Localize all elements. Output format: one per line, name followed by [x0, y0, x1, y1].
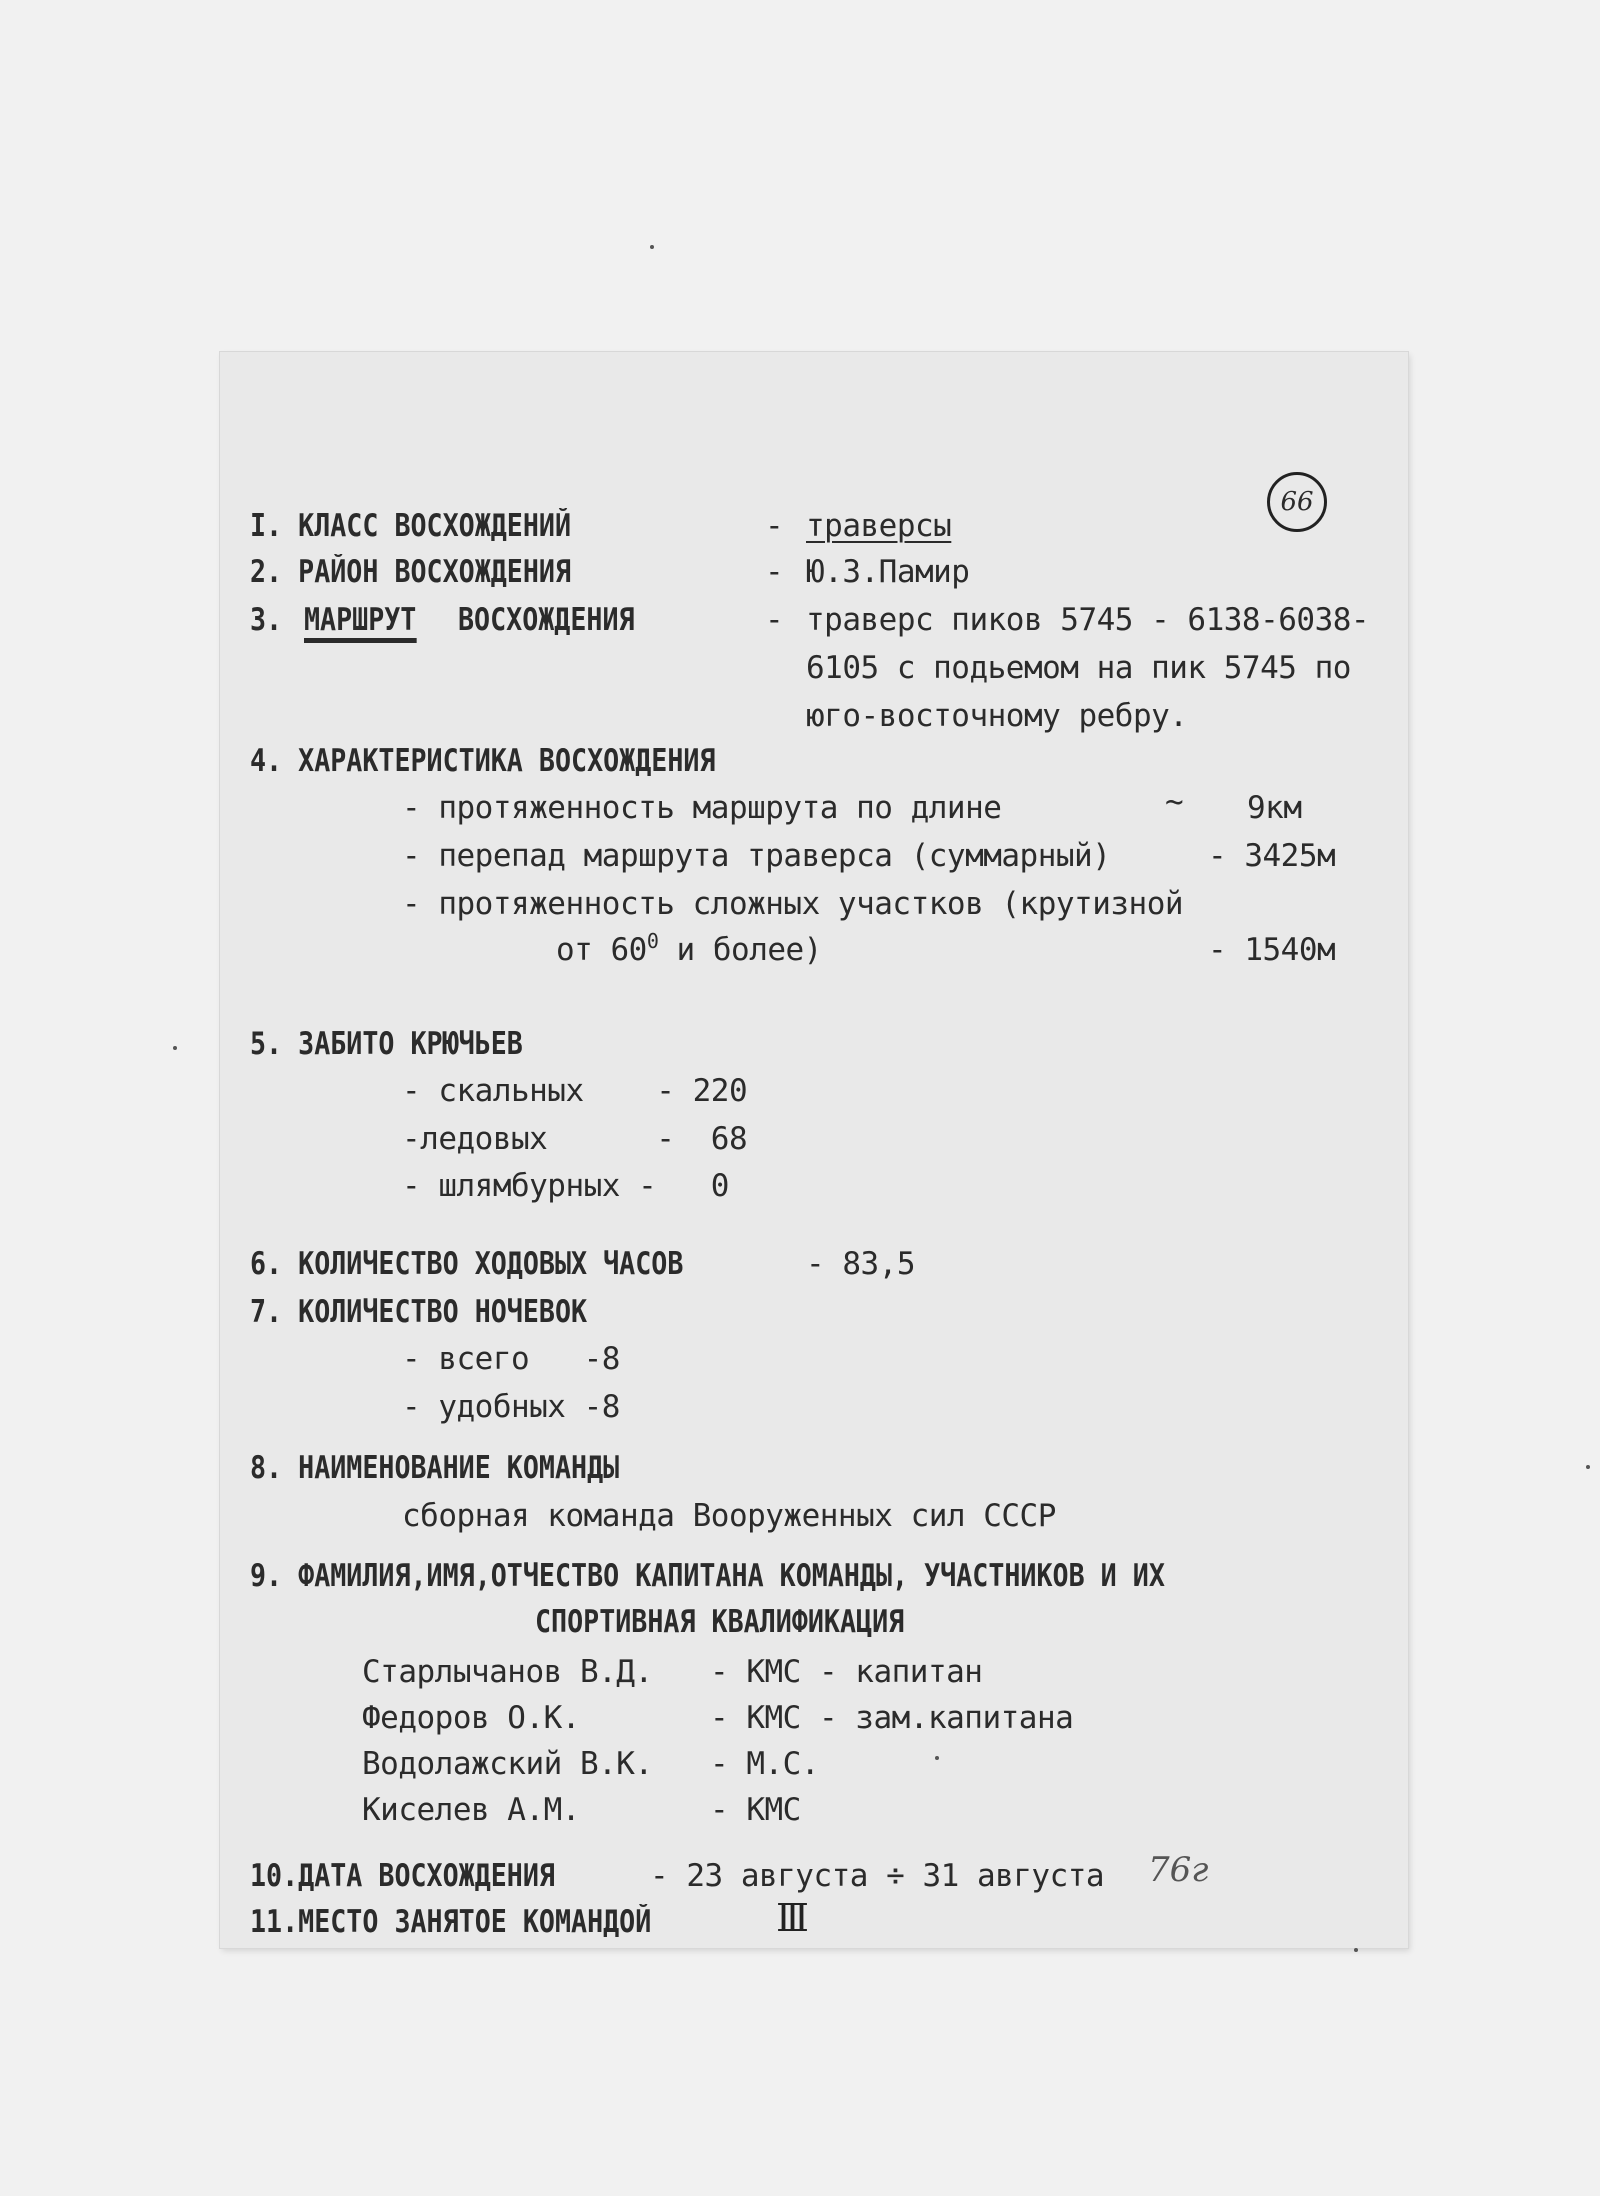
member-1-rank: - КМС - капитан	[710, 1654, 983, 1690]
item4-row-1: - протяженность маршрута по длине	[402, 790, 1002, 826]
item9-label: 9. ФАМИЛИЯ,ИМЯ,ОТЧЕСТВО КАПИТАНА КОМАНДЫ, УЧАСТНИКОВ И ИХ	[250, 1558, 1165, 1594]
member-4-name: Киселев А.М.	[362, 1792, 580, 1828]
item4-label: 4. ХАРАКТЕРИСТИКА ВОСХОЖДЕНИЯ	[250, 743, 716, 779]
item10-label: 10.ДАТА ВОСХОЖДЕНИЯ	[250, 1858, 555, 1894]
item8-value: сборная команда Вооруженных сил СССР	[402, 1498, 1056, 1534]
item4-row-2: - перепад маршрута траверса (суммарный)	[402, 838, 1111, 874]
item1-dash: -	[765, 508, 784, 544]
item4-row-4-text2: и более)	[658, 932, 822, 968]
item4-row-4-text: от 60	[556, 932, 647, 968]
item11-label: 11.МЕСТО ЗАНЯТОЕ КОМАНДОЙ	[250, 1904, 652, 1940]
item1-label: I. КЛАСС ВОСХОЖДЕНИЙ	[250, 508, 572, 544]
item4-row-1-mark: ~	[1165, 784, 1184, 820]
item9-label-2: СПОРТИВНАЯ КВАЛИФИКАЦИЯ	[535, 1604, 905, 1640]
member-3-name: Водолажский В.К.	[362, 1746, 653, 1782]
item4-row-1-value: 9км	[1247, 790, 1302, 826]
scan-speck	[1586, 1465, 1590, 1469]
item4-row-4	[556, 929, 822, 968]
item5-row-3: - шлямбурных - 0	[402, 1168, 729, 1204]
scan-speck	[173, 1046, 177, 1050]
item4-row-4-value: - 1540м	[1208, 932, 1336, 968]
item2-value: Ю.З.Памир	[806, 554, 970, 590]
item7-label: 7. КОЛИЧЕСТВО НОЧЕВОК	[250, 1294, 588, 1330]
item1-value: траверсы	[806, 508, 952, 544]
item3-line-3: юго-восточному ребру.	[806, 698, 1188, 734]
item10-value: - 23 августа ÷ 31 августа	[650, 1858, 1105, 1894]
item3-dash: -	[765, 602, 784, 638]
item3-underlined-word: МАРШРУТ	[304, 602, 416, 643]
item3-number: 3.	[250, 602, 283, 638]
item4-row-2-value: - 3425м	[1208, 838, 1336, 874]
scan-speck	[650, 245, 654, 249]
item5-row-1: - скальных - 220	[402, 1073, 748, 1109]
handwritten-year: 76г	[1148, 1850, 1209, 1890]
scan-speck	[1354, 1948, 1358, 1952]
item4-row-3: - протяженность сложных участков (крутизной	[402, 886, 1184, 922]
item2-label: 2. РАЙОН ВОСХОЖДЕНИЯ	[250, 554, 572, 590]
item2-dash: -	[765, 554, 784, 590]
degree-mark: 0	[646, 929, 659, 953]
scan-speck	[935, 1756, 939, 1760]
member-2-rank: - КМС - зам.капитана	[710, 1700, 1074, 1736]
member-2-name: Федоров О.К.	[362, 1700, 580, 1736]
item5-row-2: -ледовых - 68	[402, 1121, 748, 1157]
member-1-name: Старлычанов В.Д.	[362, 1654, 653, 1690]
item6-label: 6. КОЛИЧЕСТВО ХОДОВЫХ ЧАСОВ	[250, 1246, 684, 1282]
item11-value-handwritten: III	[776, 1896, 804, 1940]
item7-row-1: - всего -8	[402, 1341, 620, 1377]
item3-line-1: траверс пиков 5745 - 6138-6038-	[806, 602, 1370, 638]
page-number-circle: 66	[1267, 472, 1327, 532]
member-3-rank: - М.С.	[710, 1746, 819, 1782]
member-4-rank: - КМС	[710, 1792, 801, 1828]
item7-row-2: - удобных -8	[402, 1389, 620, 1425]
item3-label-rest: ВОСХОЖДЕНИЯ	[458, 602, 635, 638]
item8-label: 8. НАИМЕНОВАНИЕ КОМАНДЫ	[250, 1450, 620, 1486]
item3-line-2: 6105 с подьемом на пик 5745 по	[806, 650, 1351, 686]
item6-value: - 83,5	[806, 1246, 915, 1282]
item5-label: 5. ЗАБИТО КРЮЧЬЕВ	[250, 1026, 523, 1062]
